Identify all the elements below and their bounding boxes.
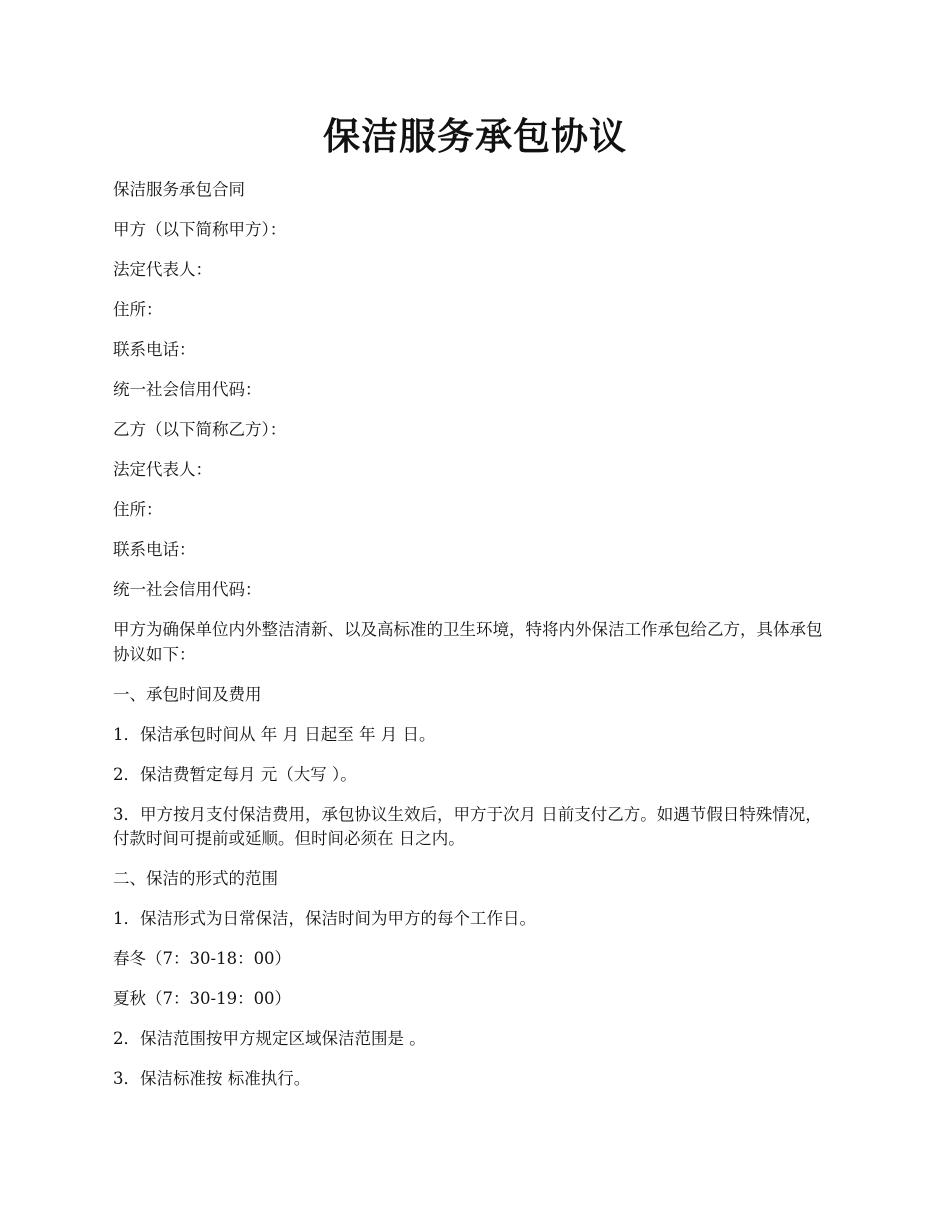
document-body: [113, 178, 837, 1107]
agreement-intro: 甲方为确保单位内外整洁清新、以及高标准的卫生环境，特将内外保洁工作承包给乙方，具体承包协议如下：: [113, 620, 823, 664]
party-a-credit-code: 统一社会信用代码：: [113, 380, 262, 399]
party-a-heading: 甲方（以下简称甲方）：: [113, 220, 287, 239]
party-a-address: 住所：: [113, 300, 163, 319]
document-title: 保洁服务承包协议: [323, 114, 627, 158]
party-b-address: 住所：: [113, 500, 163, 519]
party-a-legal-representative: 法定代表人：: [113, 260, 212, 279]
clause-1-1: 1．保洁承包时间从 年 月 日起至 年 月 日。: [113, 724, 436, 744]
clause-1-2: 2．保洁费暂定每月 元（大写 ）。: [113, 764, 357, 784]
party-b-legal-representative: 法定代表人：: [113, 460, 212, 479]
section-one-heading: 一、承包时间及费用: [113, 684, 262, 704]
summer-autumn-hours: 夏秋（7：30-19：00）: [113, 989, 292, 1009]
party-b-credit-code: 统一社会信用代码：: [113, 580, 262, 599]
spring-winter-hours: 春冬（7：30-18：00）: [113, 949, 292, 969]
party-b-phone: 联系电话：: [113, 540, 196, 559]
party-a-phone: 联系电话：: [113, 340, 196, 359]
clause-2-3: 3．保洁标准按 标准执行。: [113, 1069, 311, 1089]
clause-2-1: 1．保洁形式为日常保洁，保洁时间为甲方的每个工作日。: [113, 909, 536, 929]
section-two-heading: 二、保洁的形式的范围: [113, 869, 278, 889]
party-b-heading: 乙方（以下简称乙方）：: [113, 420, 287, 439]
clause-2-2: 2．保洁范围按甲方规定区域保洁范围是 。: [113, 1029, 426, 1049]
contract-subtitle: 保洁服务承包合同: [113, 180, 245, 199]
clause-1-3: 3．甲方按月支付保洁费用，承包协议生效后，甲方于次月 日前支付乙方。如遇节假日特殊情况，付款时间可提前或延顺。但时间必须在 日之内。: [113, 804, 822, 849]
